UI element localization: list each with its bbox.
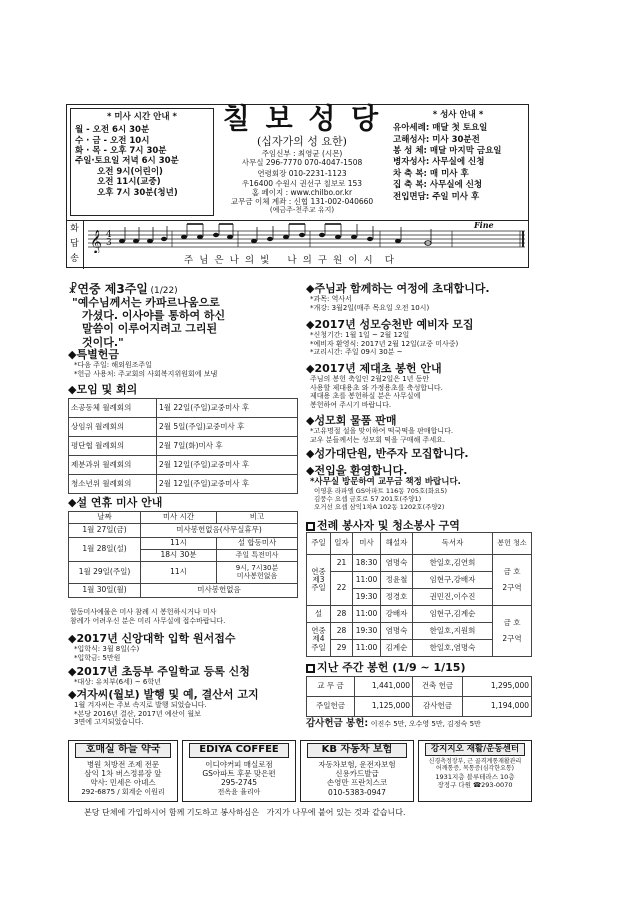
ny-note: 주일 특전미사 [217,550,298,562]
svc-zone [493,555,532,606]
ny-note-line: 참례가 어려우신 분은 미리 사무실에 접수바랍니다. [70,616,226,625]
ad-line: 295-2745 [220,778,258,788]
gospel-verse [72,296,302,349]
svc-commentator: 염명숙 [381,555,413,572]
svc-zone-line: 2구역 [502,583,522,592]
rice-cake-section [306,414,532,444]
new-year-title: ◆설 연휴 미사 안내 [68,496,163,509]
svg-text:4: 4 [106,230,112,240]
meetings-title: ◆모임 및 회의 [68,383,138,396]
meeting-time: 2월 5일(주일)교중미사 후 [157,418,298,437]
offering-section [306,362,532,410]
sunday-school-line: *대상: 유치부(6세) ~ 6학년 [74,678,161,687]
svc-header: 주일 [307,533,331,555]
hymn-side-labels [66,221,84,269]
ad-line: 전옥윤 율리아 [217,787,261,796]
mass-time-line: 오전 11시(교중) [97,177,161,188]
ad-line: 손영만 프란치스코 [326,778,388,788]
collection-value: 1,441,000 [355,677,413,697]
thanks-text: 이진수 5만, 오수영 5만, 김정숙 5만 [370,720,481,728]
ad-insurance [300,740,414,802]
welcome-title: ◆전입을 환영합니다. [306,464,408,477]
ny-time: 11시 [141,562,217,584]
hymn-lyrics: 주 님 은 나 의 빛 나 의 구 원 이 시 다 [184,255,394,266]
ny-date: 1월 30일(월) [69,584,141,598]
sunday-school-title: ◆2017년 초등부 주일학교 등록 신청 [68,665,250,678]
svc-header: 봉헌 청소 [493,533,532,555]
ad-line: 병원 처방전 조제 전문 [86,759,160,769]
svc-zone-line: 금 호 [503,617,521,627]
svc-readers: 임현구,김계순 [413,606,493,623]
offering-line: 제대용 초를 봉헌하실 분은 사무실에 [310,392,421,401]
footer-motto: 본당 단체에 가입하시어 함께 기도하고 봉사하심은 가지가 나무에 붙어 있는 것과 같습니다. [84,808,406,817]
university-section [68,632,298,662]
square-bullet-icon [306,522,315,531]
special-collection [68,348,298,378]
sacrament-line: 병자성사: 사무실에 신청 [393,157,485,168]
svc-zone-line: 금 호 [503,566,521,576]
ny-note-line: 미사봉헌없음 [236,571,278,580]
hymn-side-label: 송 [70,254,79,264]
university-title: ◆2017년 신앙대학 입학 원서접수 [68,632,236,645]
meeting-name: 소공동체 월례회의 [69,399,157,418]
svc-day: 22 [331,572,353,606]
bulletin-title: ◆겨자씨(월보) 발행 및 예, 결산서 고지 [68,688,259,701]
ad-title: KB 자동차 보험 [307,743,407,758]
svc-mass: 19:30 [353,589,381,606]
collection-label: 건축 헌금 [413,677,463,697]
welcome-line: 이영훈 라파엘 GS아파트 116동 705호(화요5) [314,486,448,495]
church-info [218,104,386,220]
special-collection-title: ◆특별헌금 [68,348,119,361]
welcome-line: 김풍수 요셉 금호로 57 201호(주양1) [314,494,422,503]
bulletin-section [68,688,300,727]
svc-readers: 한일호,염명숙 [413,640,493,657]
collection-title-row [306,661,465,674]
ad-coffee [182,740,296,802]
ny-note-line: 합동미사예물은 미사 참례 시 봉헌하시거나 미사 [70,608,217,616]
svc-zone [493,606,532,657]
svc-day: 21 [331,555,353,572]
bulletin-line: *본당 2016년 결산, 2017년 예산이 월보 [74,709,201,718]
ad-pharmacy [68,740,178,802]
ad-title: EDIYA COFFEE [189,743,289,758]
new-year-note [70,608,300,625]
ad-line: 약사: 민세은 아녜스 [90,778,156,788]
ad-line: 292-6875 / 회계순 이원리 [81,787,165,796]
ny-note: 미사봉헌없음 [141,584,298,598]
confirmation-line: *교리시간: 주일 09시 30분 ~ [310,348,403,357]
sacrament-line: 전입면담: 주일 미사 후 [393,191,480,202]
retreat-title: ◆주님과 함께하는 여정에 초대합니다. [306,282,490,295]
svc-readers: 한일호,김연희 [413,555,493,572]
svc-day: 29 [331,640,353,657]
collection-label: 감사헌금 [413,697,463,717]
svc-commentator: 염명숙 [381,623,413,640]
svc-day: 28 [331,623,353,640]
svc-readers: 임현구,강배자 [413,572,493,589]
special-collection-line: *다음 주일: 해외원조주일 [74,361,152,370]
service-title: 전례 봉사자 및 청소봉사 구역 [317,519,460,532]
meeting-time: 2월 12일(주일)교중미사 후 [157,475,298,494]
church-info-line: (예금주-천주교 유지) [269,206,335,215]
svc-mass: 19:30 [353,623,381,640]
ny-note: 미사봉헌없음(사무실휴무) [141,524,298,538]
collection-label: 교 무 금 [307,677,355,697]
svc-mass: 11:00 [353,606,381,623]
ad-line: 자동차보험, 운전자보험 [318,759,396,769]
special-collection-line: *헌금 사용처: 주교회의 사회복지위원회에 보냄 [74,369,218,378]
svc-sunday: 연중 제4 주일 [307,623,331,657]
sacraments-title: * 성사 안내 * [432,110,484,120]
choir-title: ◆성가대단원, 반주자 모집합니다. [306,447,469,460]
mass-time-line: 화 · 목 - 오후 7시 30분 [75,146,167,157]
retreat-line: *과목: 역사서 [310,295,352,304]
svc-commentator: 정경호 [381,589,413,606]
meeting-time: 1월 22일(주일)교중미사 후 [157,399,298,418]
meeting-time: 2월 7일(화)미사 후 [157,437,298,456]
welcome-line: 오거선 요셉 삼익1차A 102동 1202호(주양2) [314,502,445,511]
mass-time-line: 오후 7시 30분(청년) [97,187,178,198]
church-info-line: 우16400 수원시 권선구 칠보로 153 [241,178,363,188]
ad-title: 호매실 하늘 약국 [75,743,171,758]
svc-mass: 11:00 [353,572,381,589]
confirmation-line: *예비자 환영식: 2017년 2월 12일(교중 미사중) [310,339,459,348]
collection-value: 1,295,000 [463,677,532,697]
verse-line: 것이다." [82,335,124,349]
confirmation-title: ◆2017년 성모승천반 예비자 모집 [306,318,474,331]
svc-header: 해설자 [381,533,413,555]
sunday-school-section [68,665,300,687]
rice-cake-line: *고유명절 설을 맞이하여 떡국떡을 판매합니다. [310,427,454,436]
thanks-label: 감사헌금 봉헌: [306,718,369,729]
collection-label: 주일헌금 [307,697,355,717]
ad-line: 1931지층 블루테라스 10층 [435,772,515,781]
sunday-title-row [68,282,298,297]
church-info-line: 사무실 296-7770 070-4047-1508 [241,158,363,168]
confirmation-section [306,318,532,357]
retreat-line: *개강: 3월2일(매주 목요일 오전 10시) [310,303,430,312]
ad-line: 신용카드발급 [335,768,379,778]
mass-time-line: 주일·토요일 저녁 6시 30분 [75,156,179,167]
collection-value: 1,194,000 [463,697,532,717]
sacrament-line: 봉 성 체: 매달 마지막 금요일 [393,146,502,157]
svg-text:3: 3 [106,238,112,248]
service-title-row [306,519,460,532]
hymn-side-label: 답 [70,239,79,249]
thanks-row [306,718,481,730]
svc-header: 일자 [331,533,353,555]
church-info-line: 주임신부 : 최영균 (시몬) [261,149,343,159]
svc-header: 미사 [353,533,381,555]
meeting-time: 2월 12일(주일)교중미사 후 [157,456,298,475]
offering-line: 주님의 봉헌 축일인 2월2일은 1년 동안 [310,375,430,384]
ny-date: 1월 28일(설) [69,538,141,562]
sunday-title: 연중 제3주일 [77,282,148,296]
sacrament-line: 차 축 복: 매 미사 후 [393,168,469,179]
ad-line: GS아파트 후문 맞은편 [202,768,276,778]
mass-times-title: * 미사 시간 안내 * [107,112,177,122]
sacrament-line: 유아세례: 매달 첫 토요일 [393,123,488,134]
rice-cake-line: 교우 분들께서는 성모회 떡을 구매해 주세요. [310,435,446,444]
verse-line: 가셨다. 이사야를 통하여 하신 [82,309,226,323]
mass-time-line: 월 - 오전 6시 30분 [75,125,150,136]
collection-table [306,676,532,717]
chi-rho-icon: ☧ [68,282,78,296]
confirmation-line: *신청기간: 1월 1일 ~ 2월 12일 [310,331,410,340]
meeting-name: 상임위 월례회의 [69,418,157,437]
sacraments-box [390,108,526,218]
university-line: *입학금: 5만원 [74,653,121,662]
mass-time-line: 오전 9시(어린이) [97,166,163,177]
svc-readers: 한일호,지원희 [413,623,493,640]
verse-line: "예수님께서는 카파르나움으로 [72,296,220,309]
welcome-sub: *사무실 방문하여 교무금 책정 바랍니다. [310,477,461,488]
meeting-name: 청소년위 월례회의 [69,475,157,494]
svc-commentator: 정윤철 [381,572,413,589]
ad-line: 삼익 1차 버스정류장 앞 [84,768,162,778]
church-name: 칠 보 성 당 [222,102,382,135]
collection-title: 지난 주간 봉헌 (1/9 ~ 1/15) [317,661,466,674]
ny-time: 11시 [141,538,217,550]
ad-line: 어깨통증, 목통증(심각한요통) [435,765,515,773]
svc-commentator: 김계순 [381,640,413,657]
sacrament-line: 집 축 복: 사무실에 신청 [393,180,483,191]
ny-date: 1월 27일(금) [69,524,141,538]
offering-line: 봉헌하여 주시기 바랍니다. [310,401,392,409]
church-info-line: 교무금 이체 계좌 : 신협 131-002-040660 [230,196,374,206]
meetings-table [68,398,298,494]
ad-title: 강지지오 재활/운동센터 [425,743,525,756]
hymn-staff [88,220,525,253]
svc-readers: 권민진,이수진 [413,589,493,606]
hymn-row [66,220,529,268]
ad-rehab [418,740,532,802]
university-line: *입학식: 3월 8일(수) [74,645,140,654]
service-table [306,532,532,657]
ny-header: 비고 [217,512,298,524]
offering-line: 사용할 제대용초 와 가정용초를 축성합니다. [310,383,443,392]
ny-date: 1월 29일(주일) [69,562,141,584]
sacrament-line: 고해성사: 미사 30분전 [393,134,480,145]
mass-times-box [70,108,214,216]
collection-value: 1,125,000 [355,697,413,717]
welcome-section [306,464,532,512]
ny-note: 설 합동미사 [217,538,298,550]
church-info-line: 홈 페이지 : www.chilbo.or.kr [251,187,353,197]
hymn-fine: Fine [474,220,494,230]
meeting-name: 평단협 월례회의 [69,437,157,456]
svg-text:𝄞: 𝄞 [90,229,102,253]
ad-line: 신경측정장부, 근 골격계통재활관리 [428,757,522,765]
ny-header: 미사 시간 [141,512,217,524]
mass-time-line: 수 · 금 - 오전 10시 [75,135,150,146]
ad-line: 이디야커피 매실로점 [205,759,273,769]
ny-note-line: 9시, 7시30분 [235,563,279,572]
church-info-line: 연령회장 010-2231-1123 [257,169,347,179]
ny-time: 18시 30분 [141,550,217,562]
hymn-side-label: 화 [70,224,79,234]
sunday-date: (1/22) [150,286,178,296]
svc-sunday: 연중 제3 주일 [307,555,331,606]
square-bullet-icon [306,664,315,673]
new-year-mass-table [68,511,298,598]
church-subtitle: (십자가의 성 요한) [257,134,347,148]
bulletin-line: 3면에 고지되었습니다. [74,718,144,727]
ny-note [217,562,298,584]
retreat-section [306,282,532,312]
svc-commentator: 강배자 [381,606,413,623]
svc-header: 독서자 [413,533,493,555]
verse-line: 말씀이 이루어지려고 그리된 [82,322,218,336]
svc-mass: 11:00 [353,640,381,657]
ad-line: 010-5383-0947 [328,787,386,797]
svc-mass: 18:30 [353,555,381,572]
bulletin-line: 1월 겨자씨는 주보 속지로 발행 되었습니다. [74,701,207,710]
rice-cake-title: ◆성모회 물품 판매 [306,414,397,427]
meeting-name: 제분과위 월례회의 [69,456,157,475]
ny-header: 날짜 [69,512,141,524]
offering-title: ◆2017년 제대초 봉헌 안내 [306,362,442,375]
svc-sunday: 설 [307,606,331,623]
svc-zone-line: 2구역 [502,634,522,643]
ad-line: 장정구 다원 ☎293-0070 [437,780,513,789]
svc-day: 28 [331,606,353,623]
